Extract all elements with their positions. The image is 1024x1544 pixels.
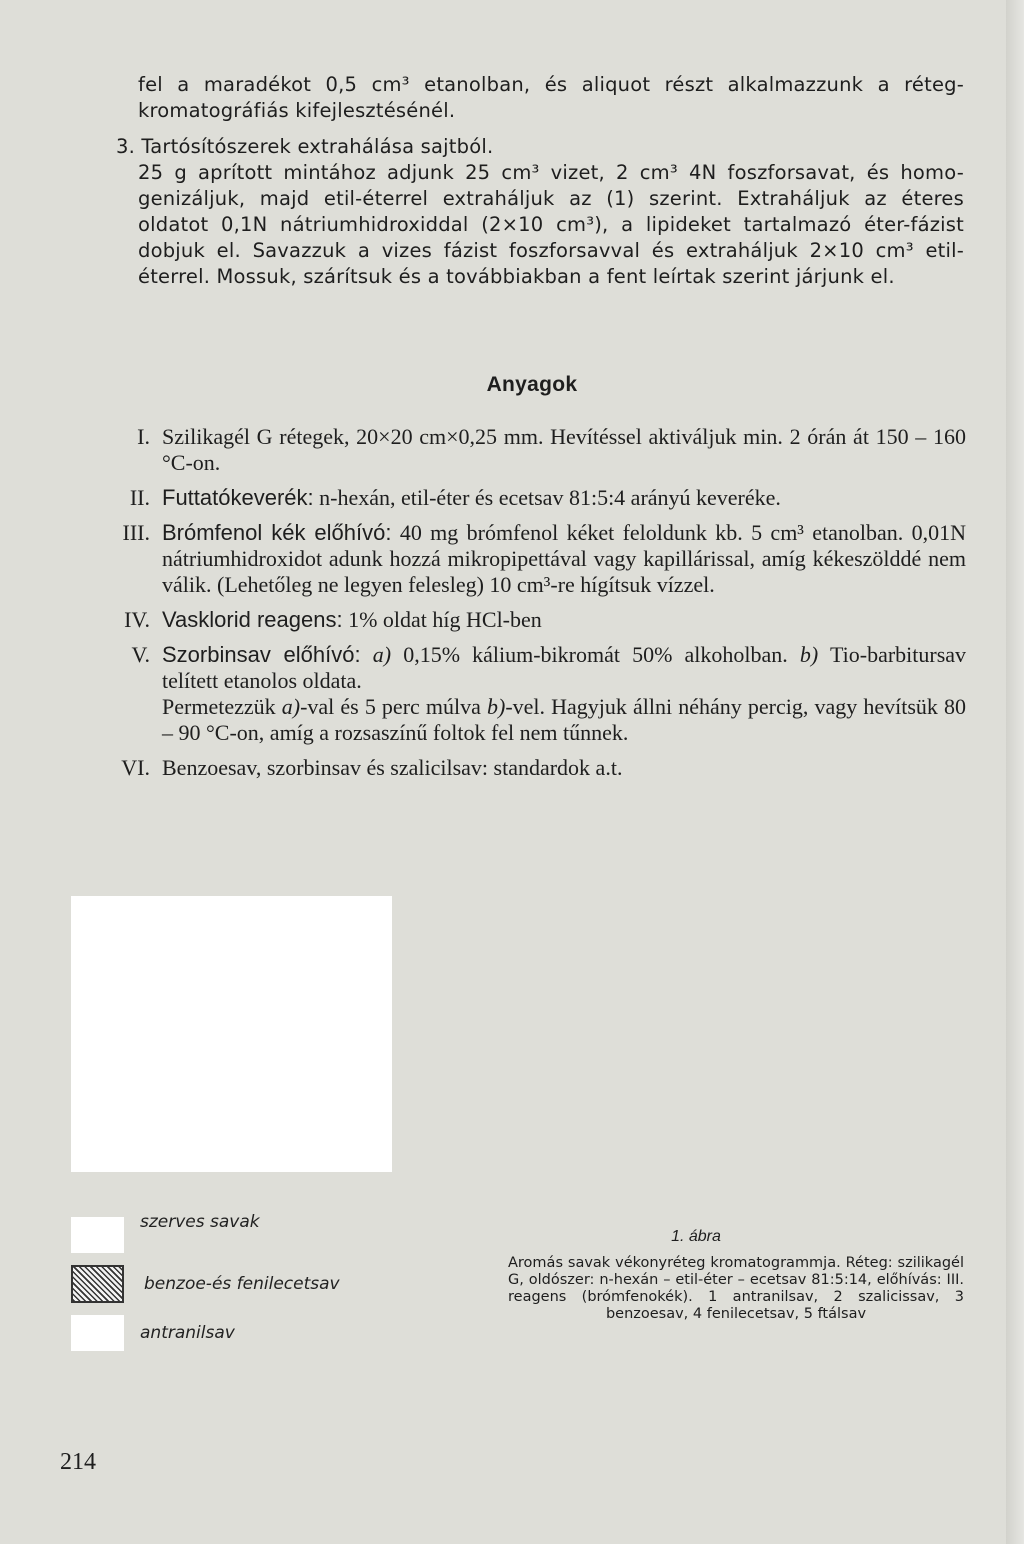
subsection-heading-3: 3. Tartósítószerek extrahálása sajtból. bbox=[116, 135, 494, 158]
material-label: Brómfenol kék előhívó: bbox=[162, 520, 392, 545]
material-number: VI. bbox=[121, 755, 150, 780]
material-number: IV. bbox=[124, 607, 150, 632]
legend-label: antranilsav bbox=[140, 1323, 235, 1343]
material-label: Vasklorid reagens: bbox=[162, 607, 343, 632]
material-description: standardok a.t. bbox=[493, 755, 623, 780]
figure-caption bbox=[508, 1228, 964, 1323]
material-text bbox=[162, 607, 966, 633]
material-number: V. bbox=[131, 642, 150, 667]
material-text bbox=[162, 485, 966, 511]
materials-list bbox=[100, 424, 966, 790]
legend-label: benzoe-és fenilecetsav bbox=[144, 1274, 340, 1294]
material-item-4 bbox=[100, 607, 966, 633]
material-text bbox=[162, 520, 966, 598]
legend-swatch-white bbox=[71, 1217, 124, 1253]
material-item-1 bbox=[100, 424, 966, 476]
intro-paragraph-2: 25 g aprított mintához adjunk 25 cm³ vizet, 2 cm³ 4N foszforsavat, és homo-genizáljuk, majd etil-éterrel extraháljuk az (1) szerint. Extraháljuk az éteres oldatot 0,1N nátriumhidroxiddal (2×10 cm³), a lipideket tartalmazó éter-fázist dobjuk el. Savazzuk a vizes fázist foszforsavval és extraháljuk 2×10 cm³ etil-éterrel. Mossuk, szárítsuk és a továbbiakban a fent leírtak szerint járjunk el. bbox=[138, 161, 964, 288]
material-label: Benzoesav, szorbinsav és szalicilsav: bbox=[162, 755, 489, 780]
section-title-anyagok: Anyagok bbox=[486, 373, 578, 396]
chromatogram-figure-placeholder bbox=[71, 896, 392, 1172]
material-item-3 bbox=[100, 520, 966, 598]
material-number: II. bbox=[129, 485, 150, 510]
material-text: Szilikagél G rétegek, 20×20 cm×0,25 mm. Hevítéssel aktiváljuk min. 2 órán át 150 – 160 °C-on. bbox=[162, 424, 966, 475]
material-description: 1% oldat híg HCl-ben bbox=[348, 607, 542, 632]
material-number: III. bbox=[122, 520, 150, 545]
material-description: n-hexán, etil-éter és ecetsav 81:5:4 arányú keveréke. bbox=[319, 485, 781, 510]
instruction-a-marker: a) bbox=[281, 694, 301, 719]
option-a-text: 0,15% kálium-bikromát 50% alkoholban. bbox=[403, 642, 788, 667]
material-item-2 bbox=[100, 485, 966, 511]
intro-text bbox=[116, 72, 964, 290]
page-edge-shadow bbox=[1006, 0, 1024, 1544]
option-a-marker: a) bbox=[372, 642, 392, 667]
material-number: I. bbox=[137, 424, 150, 449]
legend-item-antranilsav bbox=[71, 1315, 235, 1351]
legend-swatch-white bbox=[71, 1315, 124, 1351]
material-label: Szorbinsav előhívó: bbox=[162, 642, 361, 667]
instruction-pre: Permetezzük bbox=[162, 694, 276, 719]
instruction-post: -vel. Hagyjuk állni néhány percig, vagy hevítsük 80 – 90 °C-on, amíg a rozsaszínű foltok fel nem tűnnek. bbox=[162, 694, 967, 745]
figure-title: 1. ábra bbox=[671, 1228, 721, 1245]
material-item-6 bbox=[100, 755, 966, 781]
material-item-5 bbox=[100, 642, 966, 746]
instruction-mid: -val és 5 perc múlva bbox=[300, 694, 481, 719]
legend-swatch-hatched bbox=[71, 1265, 124, 1303]
material-text bbox=[162, 755, 966, 781]
legend-label: szerves savak bbox=[140, 1212, 260, 1232]
instruction-b-marker: b) bbox=[487, 694, 506, 719]
material-description: 40 mg brómfenol kéket feloldunk kb. 5 cm³ etanolban. 0,01N nátriumhidroxidot adunk hozzá mikropipettával vagy kapillárissal, amíg kékeszölddé nem válik. (Lehetőleg ne legyen felesleg) 10 cm³-re hígítsuk vízzel. bbox=[162, 520, 966, 597]
intro-paragraph-1: fel a maradékot 0,5 cm³ etanolban, és aliquot részt alkalmazzunk a réteg-kromatográfiás kifejlesztésénél. bbox=[138, 73, 964, 122]
legend-item-szerves-savak bbox=[71, 1212, 260, 1253]
option-b-text: Tio-barbitursav telített etanolos oldata. bbox=[162, 642, 967, 693]
legend-item-benzoe-fenilecetsav bbox=[71, 1265, 340, 1303]
material-text bbox=[162, 642, 966, 746]
page-number: 214 bbox=[60, 1449, 96, 1475]
figure-caption-body: Aromás savak vékonyréteg kromatogrammja. Réteg: szilikagél G, oldószer: n-hexán – etil-éter – ecetsav 81:5:14, előhívás: III. reagens (brómfenokék). 1 antranilsav, 2 szalicissav, 3 benzoesav, 4 fenilecetsav, 5 ftálsav bbox=[508, 1255, 964, 1322]
material-label: Futtatókeverék: bbox=[162, 485, 314, 510]
option-b-marker: b) bbox=[799, 642, 819, 667]
